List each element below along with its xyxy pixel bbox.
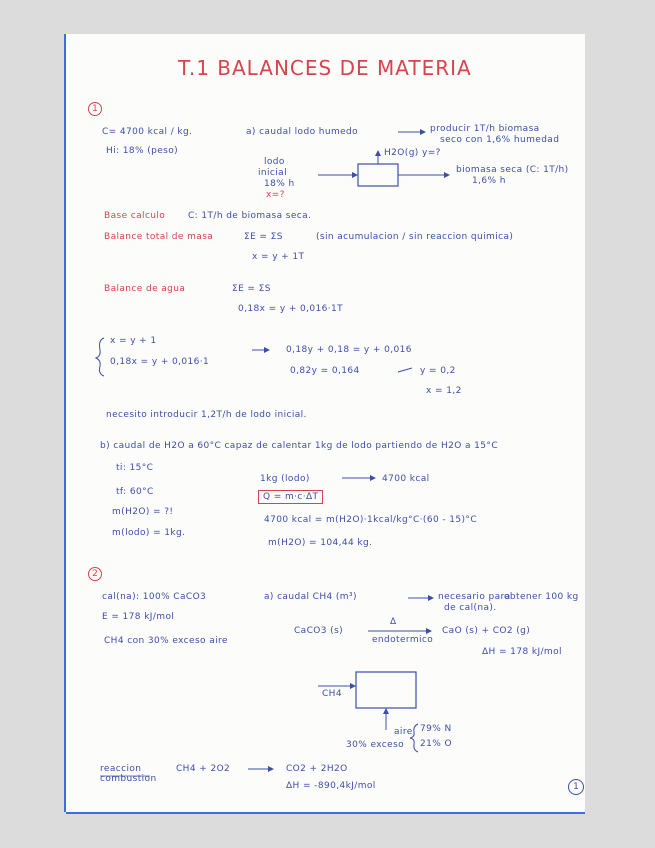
- text-delta: Δ: [390, 617, 397, 627]
- text-a2: a) caudal CH4 (m³): [264, 592, 357, 602]
- text-r-left: CaCO3 (s): [294, 626, 344, 636]
- text-reac2: combustion: [100, 774, 157, 784]
- text-x-eq: x = y + 1T: [252, 252, 305, 262]
- text-cal: cal(na): 100% CaCO3: [102, 592, 207, 602]
- text-biomasa: biomasa seca (C: 1T/h): [456, 165, 569, 175]
- text-reac-eq: CH4 + 2O2: [176, 764, 231, 774]
- text-a2-2: necesario para: [438, 592, 511, 602]
- text-produce2: seco con 1,6% humedad: [440, 135, 560, 145]
- label-base: Base calculo: [104, 211, 166, 221]
- text-reac1: reaccion: [100, 764, 142, 774]
- text-bal-agua-eq: ΣE = ΣS: [232, 284, 271, 294]
- text-kg-lodo: 1kg (lodo): [260, 474, 310, 484]
- text-r-right: CaO (s) + CO2 (g): [442, 626, 531, 636]
- text-endo: endotermico: [372, 635, 434, 645]
- text-lodo4: x=?: [266, 190, 285, 200]
- section-number-2: 2: [88, 567, 102, 581]
- text-sol2: 0,82y = 0,164: [290, 366, 360, 376]
- text-sys2: 0,18x = y + 0,016·1: [110, 357, 210, 367]
- text-agua-eq: 0,18x = y + 0,016·1T: [238, 304, 344, 314]
- text-sol1: 0,18y + 0,18 = y + 0,016: [286, 345, 412, 355]
- label-bal-total: Balance total de masa: [104, 232, 214, 242]
- text-ch4: CH4 con 30% exceso aire: [104, 636, 228, 646]
- text-lodo1: lodo: [264, 157, 285, 167]
- text-sol3: y = 0,2: [420, 366, 456, 376]
- text-a2-4: de cal(na).: [444, 603, 497, 613]
- text-reac-dh: ΔH = -890,4kJ/mol: [286, 781, 376, 791]
- label-bal-agua: Balance de agua: [104, 284, 186, 294]
- text-tf: tf: 60°C: [116, 487, 154, 497]
- text-exceso: 30% exceso: [346, 740, 405, 750]
- text-q-calc: 4700 kcal = m(H2O)·1kcal/kg°C·(60 - 15)°C: [264, 515, 478, 525]
- text-kcal: 4700 kcal: [382, 474, 430, 484]
- text-e: E = 178 kJ/mol: [102, 612, 175, 622]
- text-b: b) caudal de H2O a 60°C capaz de calentar 1kg de lodo partiendo de H2O a 15°C: [100, 441, 499, 451]
- text-sys1: x = y + 1: [110, 336, 157, 346]
- text-m-res: m(H2O) = 104,44 kg.: [268, 538, 373, 548]
- text-base: C: 1T/h de biomasa seca.: [188, 211, 312, 221]
- text-mh2o: m(H2O) = ?!: [112, 507, 174, 517]
- text-sol4: x = 1,2: [426, 386, 462, 396]
- text-mlodo: m(lodo) = 1kg.: [112, 528, 186, 538]
- text-h: Hi: 18% (peso): [106, 146, 179, 156]
- section-number-1: 1: [88, 102, 102, 116]
- text-produce: producir 1T/h biomasa: [430, 124, 540, 134]
- text-box-ch4: CH4: [322, 689, 342, 699]
- text-reac-prod: CO2 + 2H2O: [286, 764, 348, 774]
- text-need: necesito introducir 1,2T/h de lodo inicial.: [106, 410, 307, 420]
- text-h2o: H2O(g) y=?: [384, 148, 441, 158]
- text-bal-total-note: (sin acumulacion / sin reaccion quimica): [316, 232, 514, 242]
- text-biomasa2: 1,6% h: [472, 176, 506, 186]
- page-title: T.1 BALANCES DE MATERIA: [178, 56, 472, 80]
- text-bal-total-eq: ΣE = ΣS: [244, 232, 283, 242]
- text-a: a) caudal lodo humedo: [246, 127, 359, 137]
- text-ti: ti: 15°C: [116, 463, 154, 473]
- text-a2-3: obtener 100 kg: [504, 592, 579, 602]
- formula-q-boxed: Q = m·c·ΔT: [258, 490, 323, 504]
- text-lodo2: inicial: [258, 168, 287, 178]
- text-n2: 79% N: [420, 724, 452, 734]
- text-dh: ΔH = 178 kJ/mol: [482, 647, 562, 657]
- text-lodo3: 18% h: [264, 179, 295, 189]
- text-aire: aire: [394, 727, 413, 737]
- text-c: C= 4700 kcal / kg.: [102, 127, 193, 137]
- text-o2: 21% O: [420, 739, 452, 749]
- page-number: 1: [568, 779, 584, 795]
